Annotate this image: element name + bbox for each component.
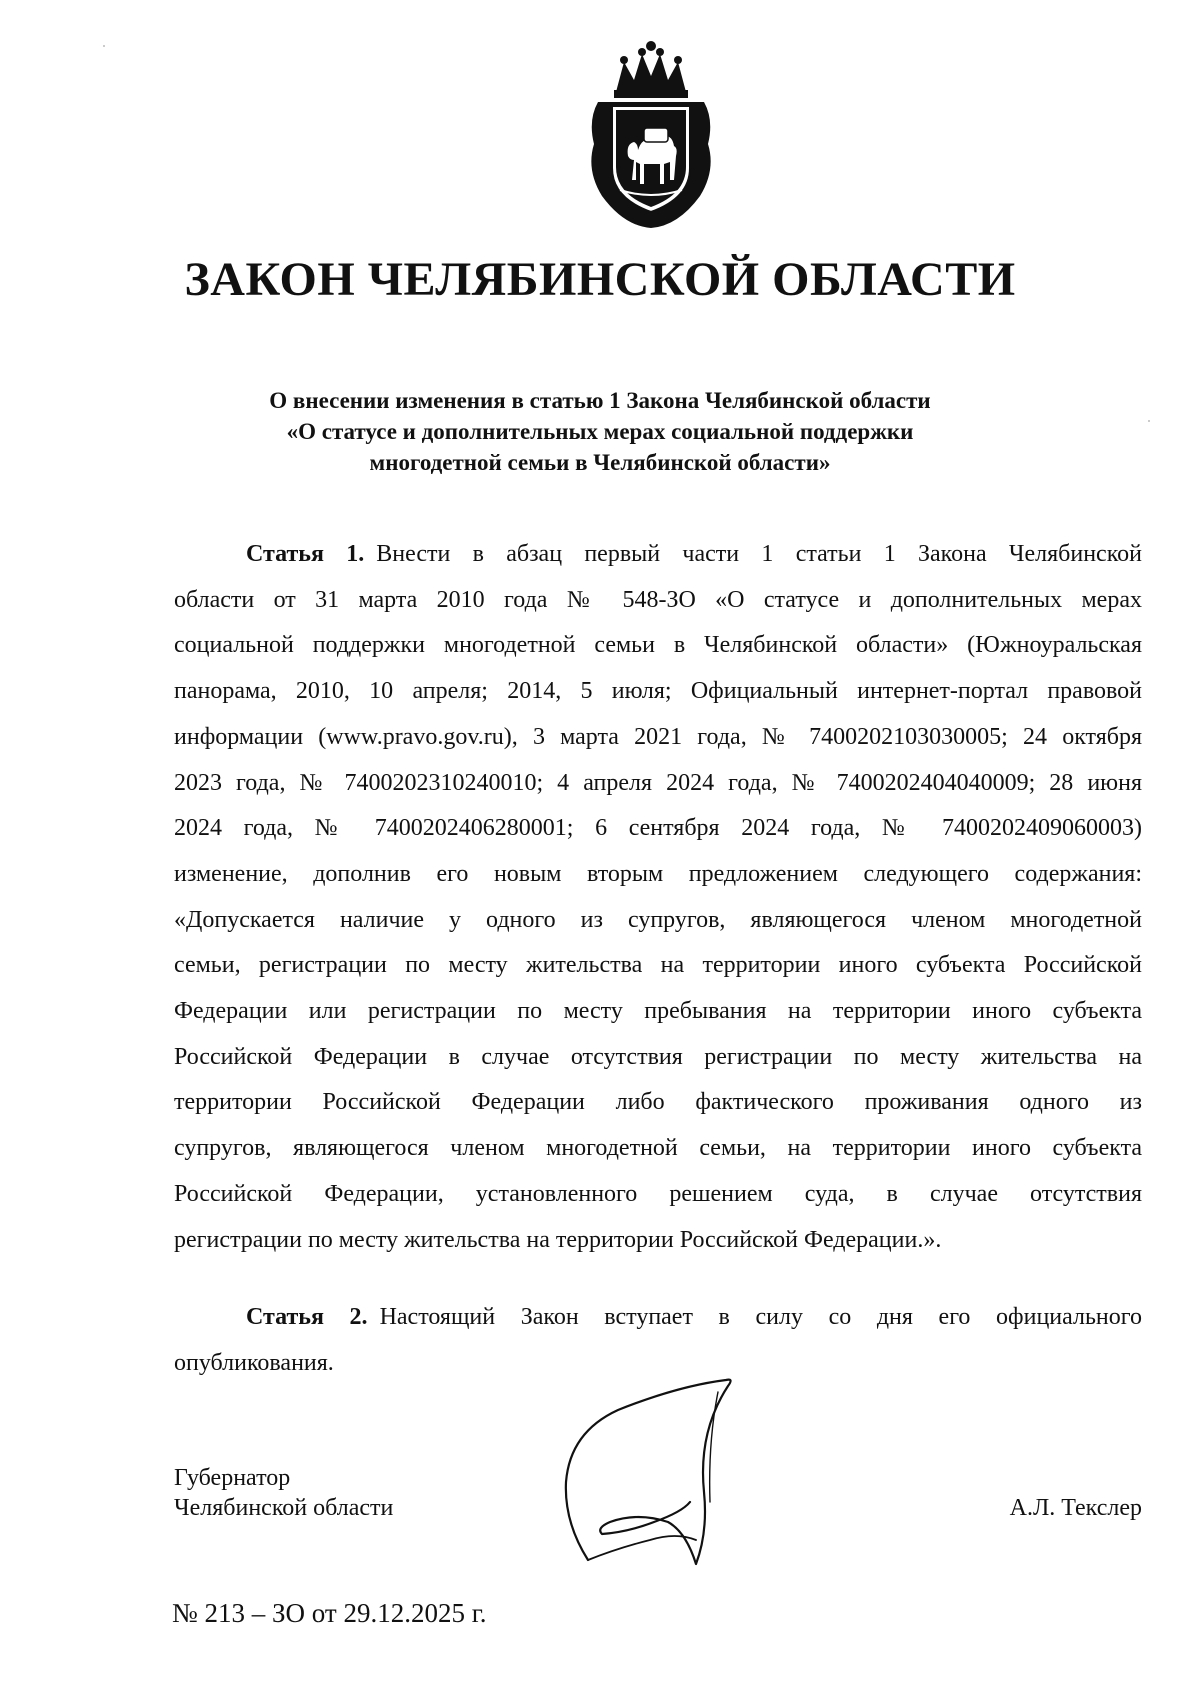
paragraph-line: территории Российской Федерации либо фактического проживания одного из xyxy=(174,1089,1142,1116)
paragraph-line: информации (www.pravo.gov.ru), 3 марта 2021 года, № 7400202103030005; 24 октября xyxy=(174,723,1142,750)
paragraph-line: панорама, 2010, 10 апреля; 2014, 5 июля; Официальный интернет-портал правовой xyxy=(174,678,1142,705)
scan-speck xyxy=(103,45,105,47)
law-number-date: № 213 – ЗО от 29.12.2025 г. xyxy=(172,1598,487,1628)
paragraph-line: Российской Федерации в случае отсутствия регистрации по месту жительства на xyxy=(174,1043,1142,1070)
chelyabinsk-coat-of-arms-icon xyxy=(580,40,722,230)
paragraph-line: опубликования. xyxy=(174,1349,334,1376)
subtitle-line: многодетной семьи в Челябинской области» xyxy=(369,450,831,475)
article-1-label: Статья 1. xyxy=(246,541,365,567)
paragraph-line: области от 31 марта 2010 года № 548-ЗО «О статусе и дополнительных мерах xyxy=(174,586,1142,613)
paragraph-line: «Допускается наличие у одного из супругов, являющегося членом многодетной xyxy=(174,906,1142,933)
subtitle-line: О внесении изменения в статью 1 Закона Челябинской области xyxy=(269,388,931,413)
subtitle-line: «О статусе и дополнительных мерах социальной поддержки xyxy=(286,419,914,444)
signer-name: А.Л. Текслер xyxy=(1009,1495,1142,1521)
paragraph-line xyxy=(174,532,1142,578)
paragraph-line: Федерации или регистрации по месту пребывания на территории иного субъекта xyxy=(174,998,1142,1025)
paragraph-line: изменение, дополнив его новым вторым предложением следующего содержания: xyxy=(174,860,1142,887)
signer-position xyxy=(174,1463,393,1523)
paragraph-line: 2023 года, № 7400202310240010; 4 апреля 2024 года, № 7400202404040009; 28 июня xyxy=(174,769,1142,796)
paragraph-line: Российской Федерации, установленного решением суда, в случае отсутствия xyxy=(174,1180,1142,1207)
article-1 xyxy=(174,532,1142,1263)
article-1-text: Внести в абзац первый части 1 статьи 1 Закона Челябинской xyxy=(376,541,1142,567)
handwritten-signature-icon xyxy=(558,1372,778,1572)
scan-speck xyxy=(1148,420,1150,422)
signer-position-line: Челябинской области xyxy=(174,1495,394,1521)
law-subtitle xyxy=(170,385,1030,478)
article-2-label: Статья 2. xyxy=(246,1304,368,1330)
signer-position-line: Губернатор xyxy=(174,1465,291,1491)
paragraph-line xyxy=(174,1295,1142,1341)
law-title: ЗАКОН ЧЕЛЯБИНСКОЙ ОБЛАСТИ xyxy=(184,253,1016,306)
article-2-text: Настоящий Закон вступает в силу со дня его официального xyxy=(379,1304,1143,1330)
paragraph-line: супругов, являющегося членом многодетной семьи, на территории иного субъекта xyxy=(174,1135,1142,1162)
paragraph-line: семьи, регистрации по месту жительства на территории иного субъекта Российской xyxy=(174,952,1142,979)
paragraph-line: 2024 года, № 7400202406280001; 6 сентября 2024 года, № 7400202409060003) xyxy=(174,815,1142,842)
paragraph-line: регистрации по месту жительства на территории Российской Федерации.». xyxy=(174,1226,942,1253)
paragraph-line: социальной поддержки многодетной семьи в Челябинской области» (Южноуральская xyxy=(174,632,1142,659)
